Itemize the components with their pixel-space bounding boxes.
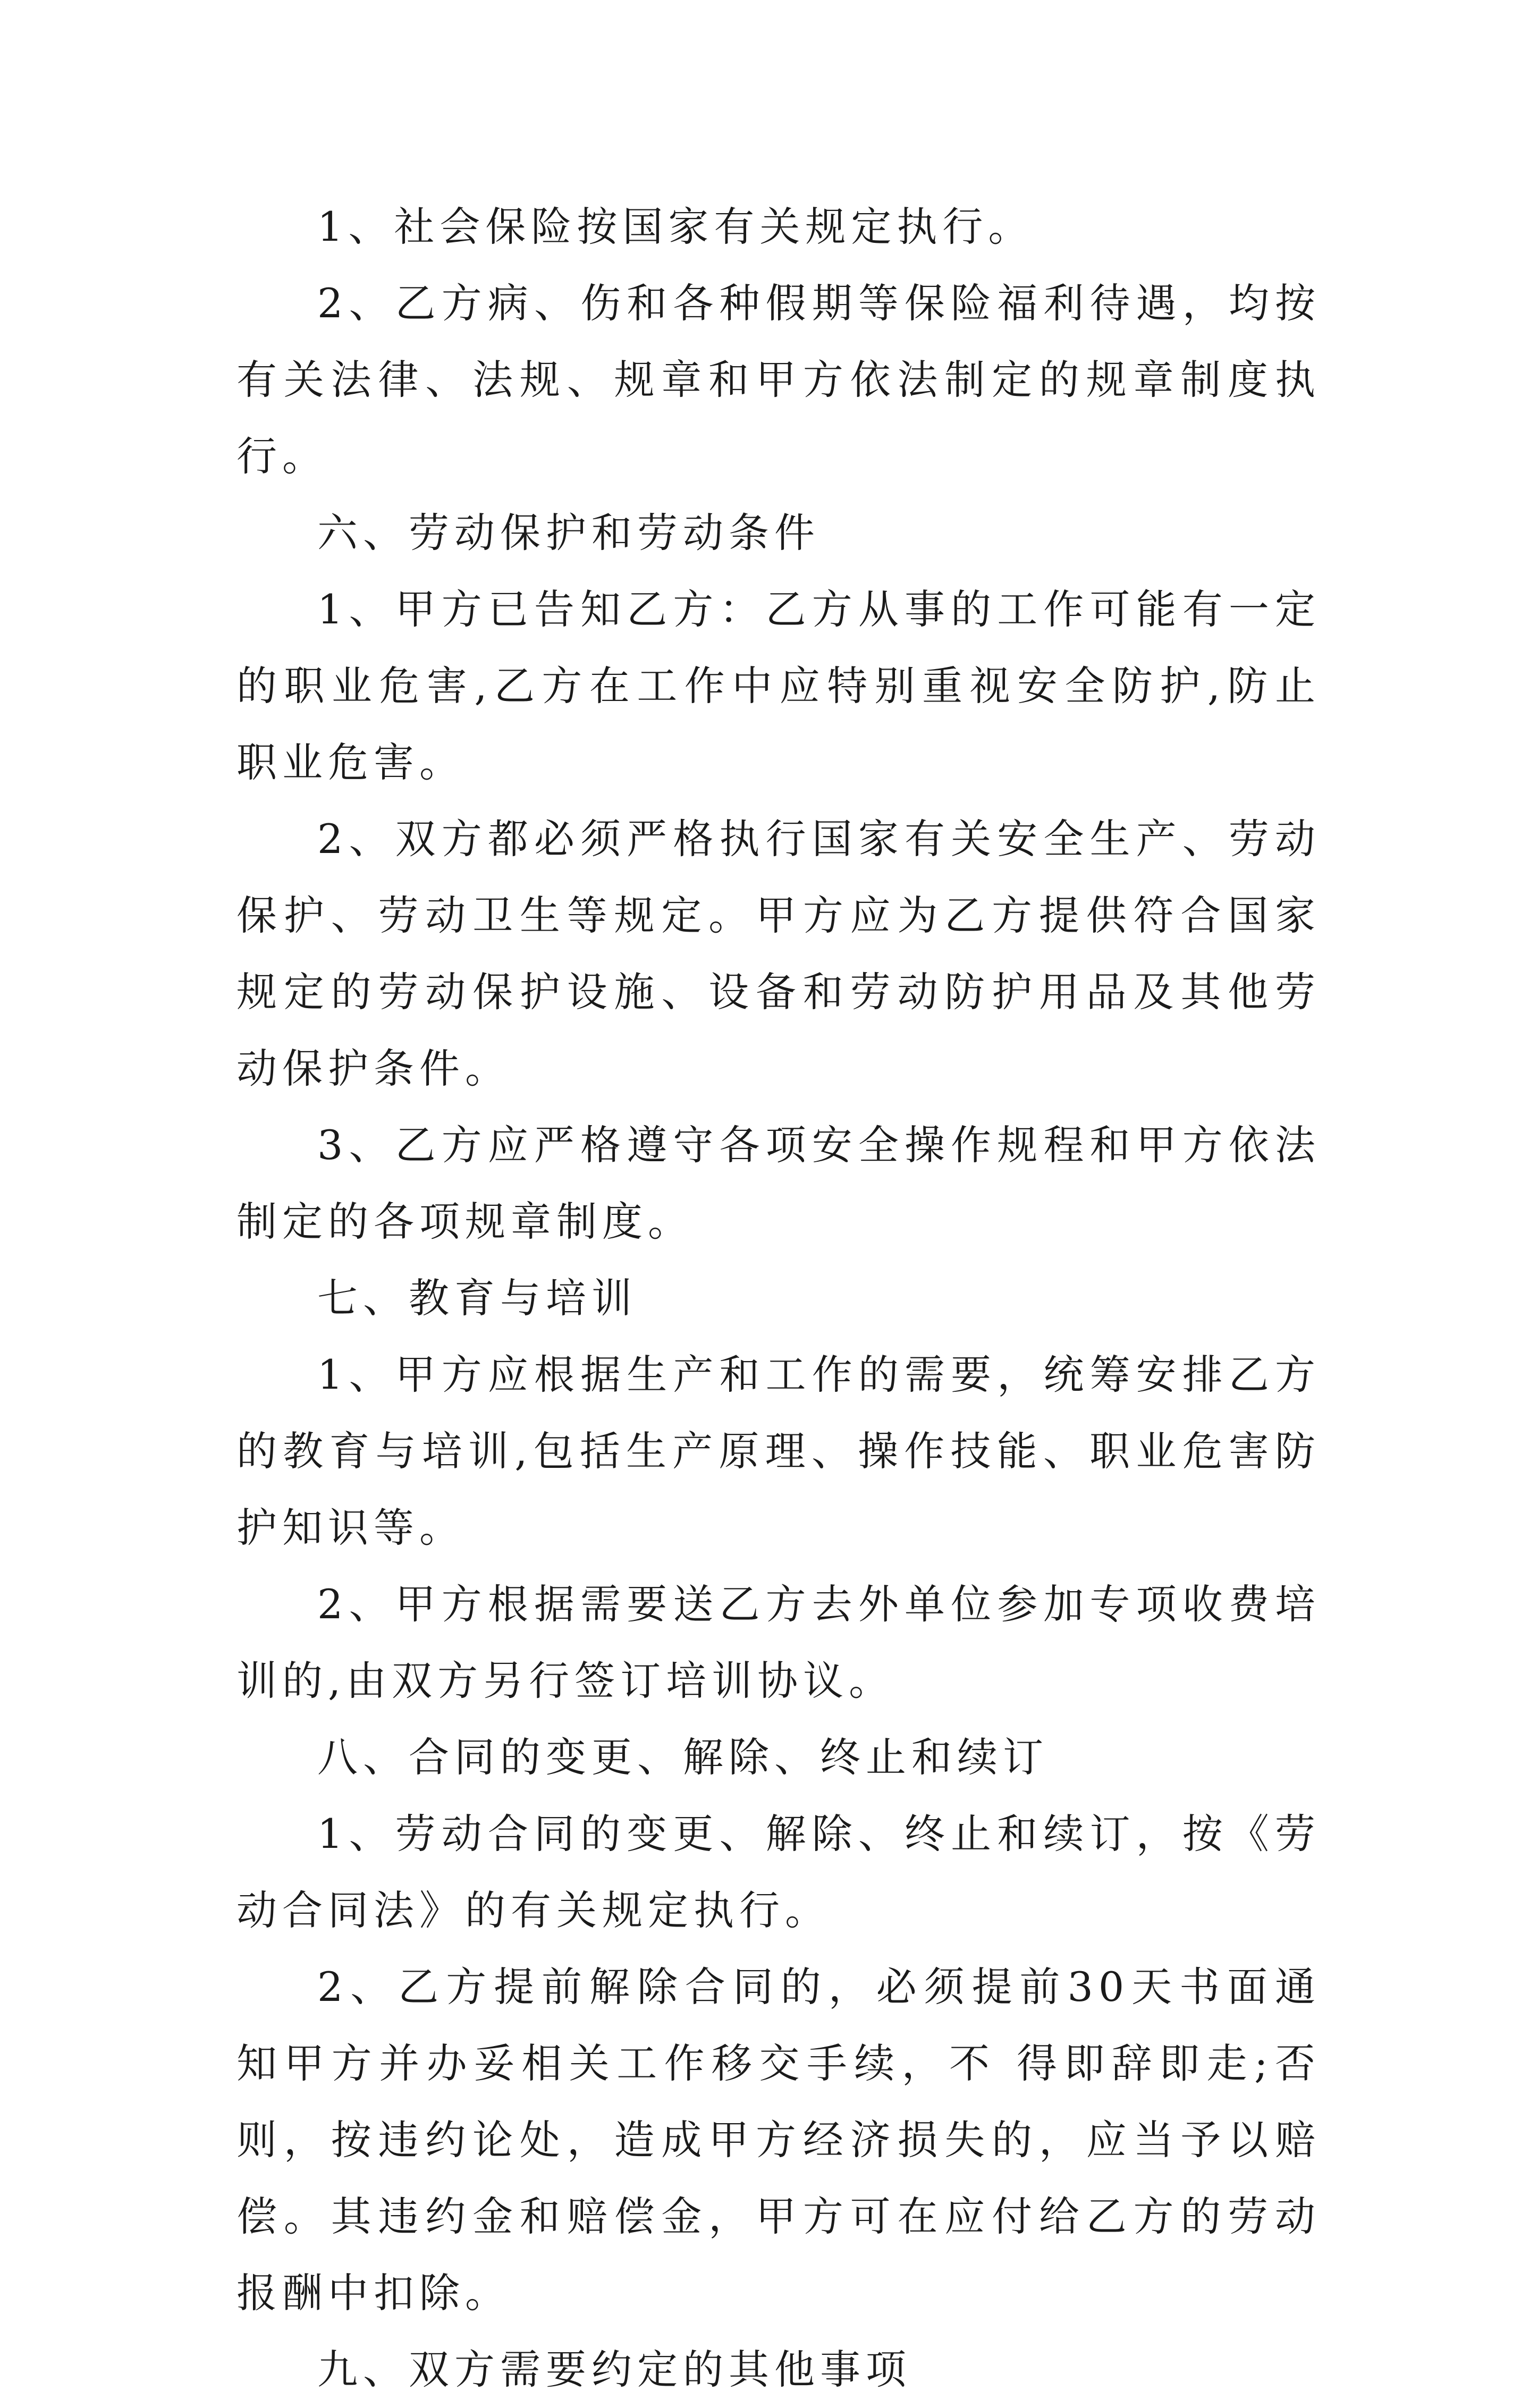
paragraph-safety-regulations: 2、双方都必须严格执行国家有关安全生产、劳动保护、劳动卫生等规定。甲方应为乙方提供符合国家规定的劳动保护设施、设备和劳动防护用品及其他劳动保护条件。 [236, 815, 1321, 1092]
section-heading-contract-changes: 八、合同的变更、解除、终止和续订 [317, 1734, 1049, 1781]
paragraph-social-insurance: 1、社会保险按国家有关规定执行。 [317, 203, 1034, 250]
paragraph-early-termination: 2、乙方提前解除合同的，必须提前30天书面通知甲方并办妥相关工作移交手续，不 得即辞即走;否则，按违约论处，造成甲方经济损失的，应当予以赔偿。其违约金和赔偿金，甲方可在应付给乙方的劳动报酬中扣除。 [236, 1963, 1321, 2317]
paragraph-benefits: 2、乙方病、伤和各种假期等保险福利待遇，均按有关法律、法规、规章和甲方依法制定的规章制度执行。 [236, 280, 1321, 480]
paragraph-operating-rules: 3、乙方应严格遵守各项安全操作规程和甲方依法制定的各项规章制度。 [236, 1121, 1321, 1245]
section-heading-labor-protection: 六、劳动保护和劳动条件 [317, 509, 820, 556]
paragraph-occupational-hazard: 1、甲方已告知乙方：乙方从事的工作可能有一定的职业危害,乙方在工作中应特别重视安全防护,防止职业危害。 [236, 586, 1321, 786]
paragraph-contract-law: 1、劳动合同的变更、解除、终止和续订，按《劳动合同法》的有关规定执行。 [236, 1810, 1321, 1934]
paragraph-training-arrangement: 1、甲方应根据生产和工作的需要，统筹安排乙方的教育与培训,包括生产原理、操作技能、职业危害防护知识等。 [236, 1351, 1321, 1551]
section-heading-training: 七、教育与培训 [317, 1274, 637, 1322]
document-page [236, 189, 1321, 2408]
paragraph-training-agreement: 2、甲方根据需要送乙方去外单位参加专项收费培训的,由双方另行签订培训协议。 [236, 1581, 1321, 1704]
section-heading-other-matters: 九、双方需要约定的其他事项 [317, 2346, 911, 2393]
